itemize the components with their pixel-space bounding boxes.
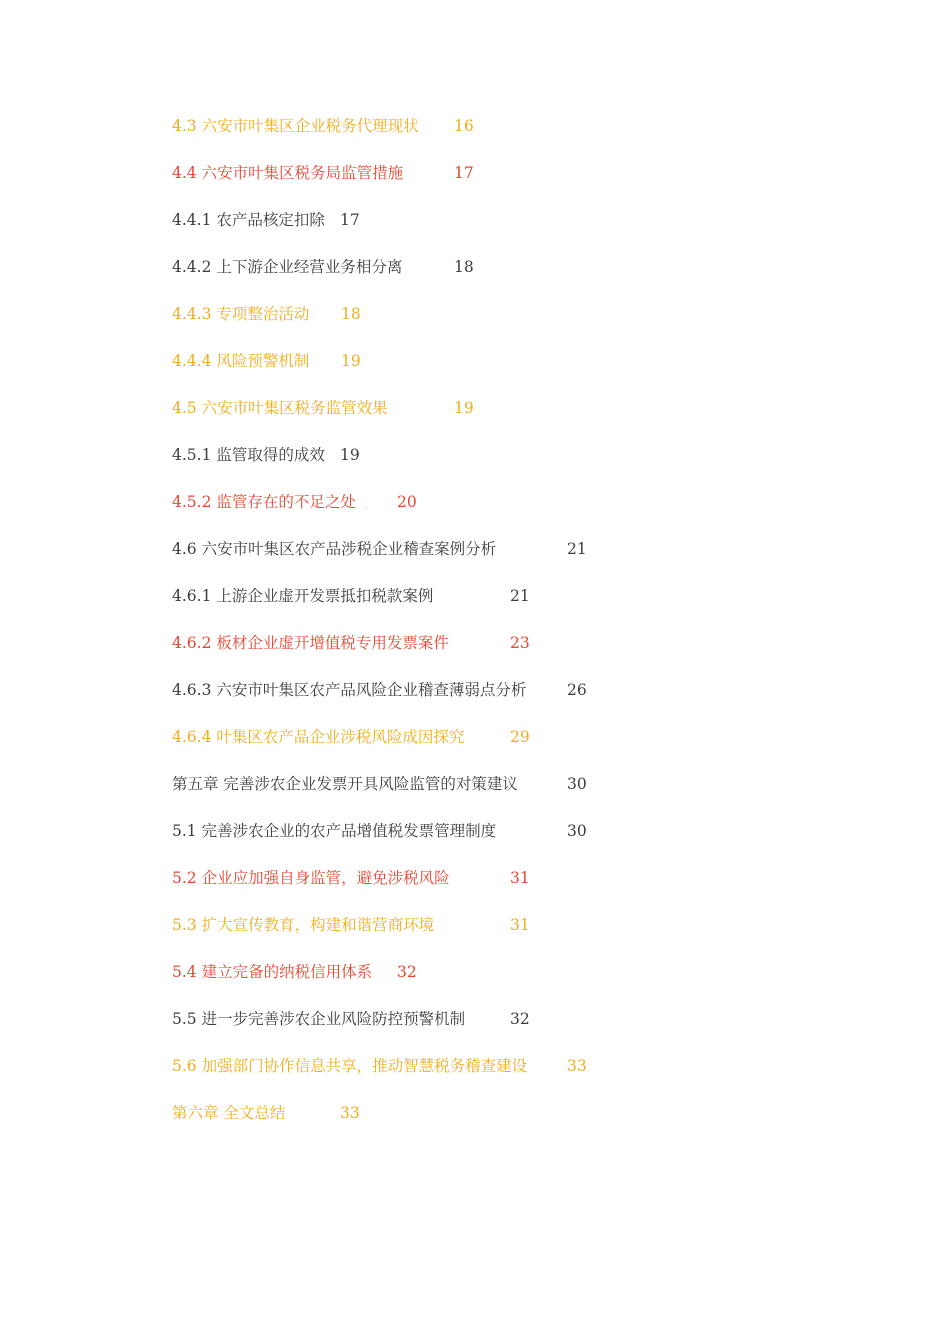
toc-entry-page: 18 <box>454 258 474 276</box>
toc-entry-page: 19 <box>341 352 361 370</box>
toc-entry-page: 31 <box>510 869 530 887</box>
toc-entry[interactable] <box>172 960 872 1007</box>
toc-entry-page: 23 <box>510 634 530 652</box>
toc-entry[interactable] <box>172 1007 872 1054</box>
toc-entry-title: 5.5 进一步完善涉农企业风险防控预警机制 <box>172 1010 466 1028</box>
toc-entry-page: 32 <box>397 963 417 981</box>
toc-entry[interactable] <box>172 913 872 960</box>
toc-entry-page: 18 <box>341 305 361 323</box>
toc-entry[interactable] <box>172 631 872 678</box>
toc-entry-page: 33 <box>567 1057 587 1075</box>
toc-entry-page: 30 <box>567 822 587 840</box>
toc-entry-title: 4.5.1 监管取得的成效 <box>172 446 325 464</box>
toc-entry-page: 29 <box>510 728 530 746</box>
toc-entry[interactable] <box>172 396 872 443</box>
toc-entry[interactable] <box>172 443 872 490</box>
toc-entry-page: 19 <box>454 399 474 417</box>
toc-entry[interactable] <box>172 349 872 396</box>
toc-entry[interactable] <box>172 161 872 208</box>
toc-entry[interactable] <box>172 678 872 725</box>
toc-entry-page: 31 <box>510 916 530 934</box>
toc-entry-title: 4.6.3 六安市叶集区农产品风险企业稽查薄弱点分析 <box>172 681 527 699</box>
toc-entry[interactable] <box>172 255 872 302</box>
toc-entry-title: 4.6.2 板材企业虚开增值税专用发票案件 <box>172 634 449 652</box>
toc-entry-title: 4.4.1 农产品核定扣除 <box>172 211 325 229</box>
toc-entry-title: 4.6 六安市叶集区农产品涉税企业稽查案例分析 <box>172 540 497 558</box>
toc-entry[interactable] <box>172 819 872 866</box>
toc-entry-title: 4.6.4 叶集区农产品企业涉税风险成因探究 <box>172 728 465 746</box>
toc-entry-title: 5.4 建立完备的纳税信用体系 <box>172 963 373 981</box>
toc-entry-title: 4.4.2 上下游企业经营业务相分离 <box>172 258 403 276</box>
toc-entry-title: 5.1 完善涉农企业的农产品增值税发票管理制度 <box>172 822 497 840</box>
toc-entry[interactable] <box>172 114 872 161</box>
toc-entry[interactable] <box>172 584 872 631</box>
toc-entry-title: 4.5.2 监管存在的不足之处 <box>172 493 356 511</box>
toc-entry-title: 第五章 完善涉农企业发票开具风险监管的对策建议 <box>172 775 518 793</box>
toc-entry[interactable] <box>172 725 872 772</box>
toc-entry[interactable] <box>172 1054 872 1101</box>
toc-entry-page: 21 <box>510 587 530 605</box>
toc-entry[interactable] <box>172 537 872 584</box>
toc-entry-page: 32 <box>510 1010 530 1028</box>
toc-entry-page: 26 <box>567 681 587 699</box>
toc-entry-page: 17 <box>454 164 474 182</box>
toc-entry-page: 30 <box>567 775 587 793</box>
toc-entry[interactable] <box>172 1101 872 1148</box>
toc-entry-title: 4.4.4 风险预警机制 <box>172 352 310 370</box>
table-of-contents <box>172 114 872 1148</box>
toc-entry-page: 21 <box>567 540 587 558</box>
toc-entry-title: 4.6.1 上游企业虚开发票抵扣税款案例 <box>172 587 434 605</box>
toc-entry-title: 4.4 六安市叶集区税务局监管措施 <box>172 164 404 182</box>
toc-entry-page: 20 <box>397 493 417 511</box>
toc-entry-page: 19 <box>340 446 360 464</box>
toc-entry-page: 33 <box>340 1104 360 1122</box>
toc-entry[interactable] <box>172 866 872 913</box>
toc-entry-title: 5.6 加强部门协作信息共享，推动智慧税务稽查建设 <box>172 1057 528 1075</box>
toc-entry-title: 4.5 六安市叶集区税务监管效果 <box>172 399 388 417</box>
toc-entry-title: 4.4.3 专项整治活动 <box>172 305 310 323</box>
toc-entry-title: 5.2 企业应加强自身监管，避免涉税风险 <box>172 869 450 887</box>
toc-entry[interactable] <box>172 490 872 537</box>
toc-entry[interactable] <box>172 302 872 349</box>
toc-entry[interactable] <box>172 208 872 255</box>
toc-entry[interactable] <box>172 772 872 819</box>
toc-entry-title: 第六章 全文总结 <box>172 1104 286 1122</box>
toc-entry-title: 5.3 扩大宣传教育，构建和谐营商环境 <box>172 916 435 934</box>
toc-entry-title: 4.3 六安市叶集区企业税务代理现状 <box>172 117 419 135</box>
toc-entry-page: 17 <box>340 211 360 229</box>
toc-entry-page: 16 <box>454 117 474 135</box>
